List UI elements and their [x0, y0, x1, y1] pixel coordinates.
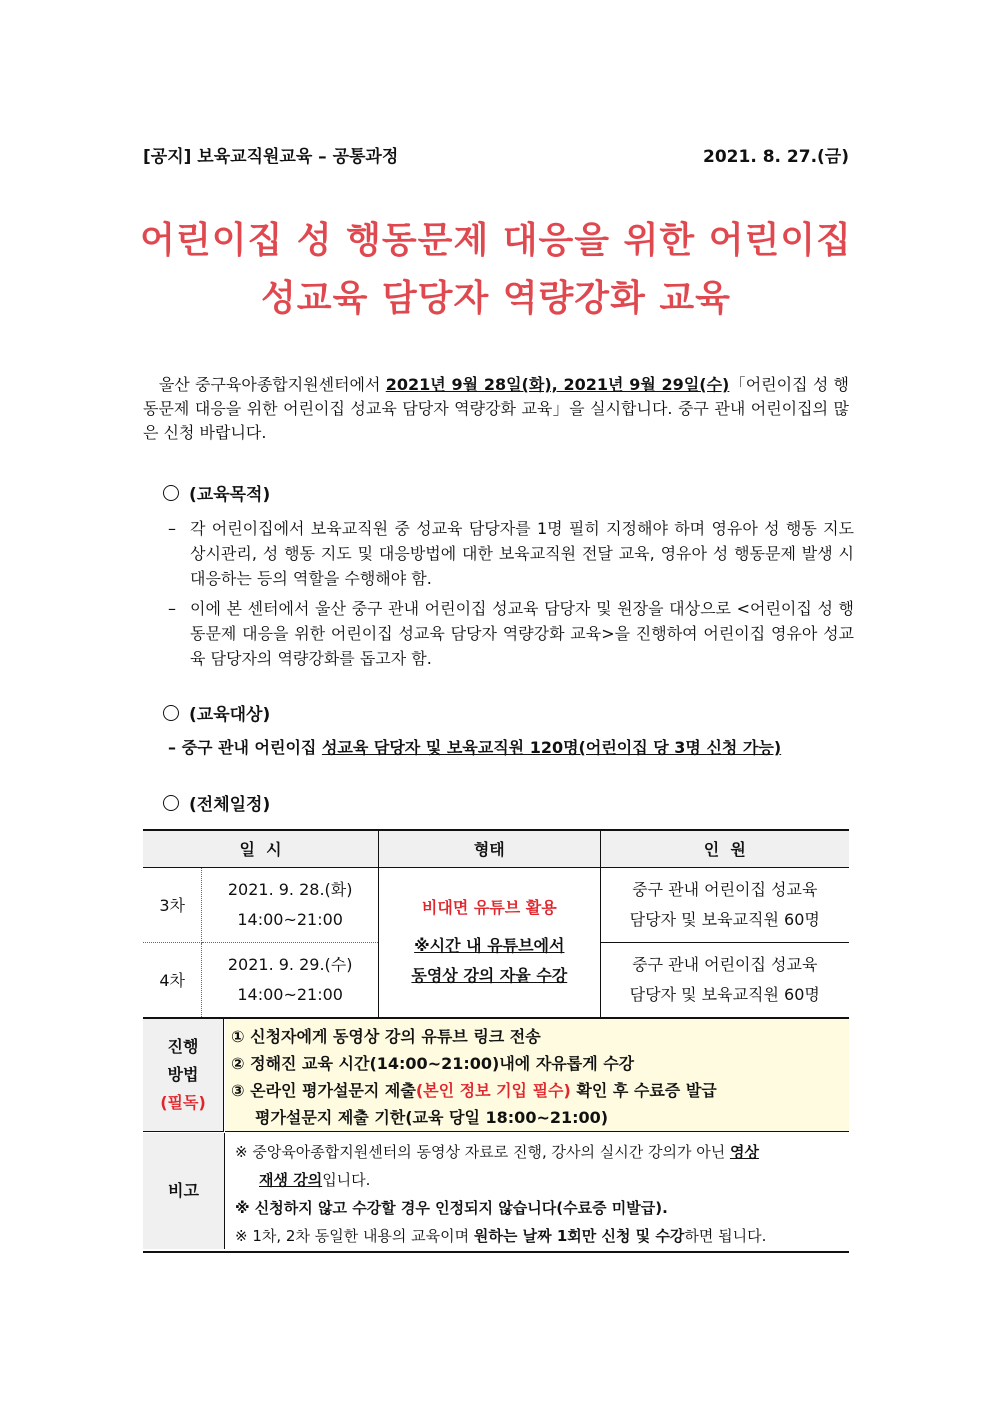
time-text: 14:00~21:00 [237, 909, 343, 929]
date-cell [202, 942, 379, 1017]
method-step-3 [231, 1077, 849, 1104]
table-row [143, 867, 849, 942]
type-main: 비대면 유튜브 활용 [421, 898, 557, 918]
section-purpose-label: (교육목적) [189, 485, 271, 505]
method-label [143, 1019, 224, 1132]
dash-bullet-icon: – [168, 599, 176, 618]
date-text: 2021. 9. 29.(수) [227, 954, 353, 974]
method-step-2: ② 정해진 교육 시간(14:00~21:00)내에 자유롭게 수강 [231, 1054, 635, 1073]
type-note-1: ※시간 내 유튜브에서 [414, 936, 565, 956]
remark-1 [235, 1138, 841, 1166]
method-body [225, 1019, 849, 1132]
method-label-line-1: 진행 [167, 1037, 199, 1056]
remark-1-underlined-a: 영상 [729, 1143, 759, 1161]
method-step-3-pre: ③ 온라인 평가설문지 제출 [231, 1081, 416, 1100]
purpose-bullet-2 [168, 596, 854, 671]
remark-3-bold: 원하는 날짜 1회만 신청 및 수강 [473, 1227, 685, 1245]
col-type-header: 형태 [379, 830, 600, 867]
section-target-heading [163, 700, 270, 725]
people-text-1: 중구 관내 어린이집 성교육 [632, 879, 818, 899]
notice-date: 2021. 8. 27.(금) [703, 147, 849, 167]
schedule-header-row [143, 830, 849, 867]
circle-bullet-icon [163, 705, 179, 721]
title-line-2: 성교육 담당자 역량강화 교육 [261, 278, 731, 319]
type-note-2: 동영상 강의 자율 수강 [411, 966, 568, 986]
document-header [143, 136, 849, 170]
target-text [168, 735, 858, 758]
remarks-label: 비고 [143, 1133, 225, 1249]
method-step-3-red: (본인 정보 기입 필수) [415, 1081, 571, 1100]
purpose-bullet-1-text: 각 어린이집에서 보육교직원 중 성교육 담당자를 1명 필히 지정해야 하며 영유아 성 행동 지도 상시관리, 성 행동 지도 및 대응방법에 대한 보육교직원 전달 교육, 영유아 성 행동문제 발생 시 대응하는 등의 역할을 수행해야 함. [190, 519, 854, 588]
method-label-must-read: (필독) [160, 1093, 206, 1112]
target-underlined: 성교육 담당자 및 보육교직원 120명(어린이집 당 3명 신청 가능) [321, 738, 782, 757]
document-title [100, 212, 892, 328]
date-cell [202, 867, 379, 942]
notice-label: [공지] 보육교직원교육 – 공통과정 [143, 147, 399, 167]
section-purpose-heading [163, 480, 270, 505]
remark-1-underlined-b: 재생 강의 [259, 1171, 323, 1189]
method-step-1: ① 신청자에게 동영상 강의 유튜브 링크 전송 [231, 1027, 541, 1046]
remark-2: ※ 신청하지 않고 수강할 경우 인정되지 않습니다(수료증 미발급). [235, 1199, 668, 1217]
title-line-1: 어린이집 성 행동문제 대응을 위한 어린이집 [140, 220, 852, 261]
remarks-body [225, 1133, 849, 1249]
info-box [143, 1017, 849, 1253]
method-label-line-2: 방법 [167, 1065, 199, 1084]
circle-bullet-icon [163, 485, 179, 501]
section-schedule-label: (전체일정) [189, 795, 271, 815]
type-cell [379, 867, 600, 1017]
section-schedule-heading [163, 790, 270, 815]
target-pre: – 중구 관내 어린이집 [168, 738, 322, 757]
remark-1-pre: ※ 중앙육아종합지원센터의 동영상 자료로 진행, 강사의 실시간 강의가 아닌 [235, 1143, 730, 1161]
people-text-1: 중구 관내 어린이집 성교육 [632, 954, 818, 974]
people-cell [600, 942, 849, 1017]
intro-post: 「어린이집 성 행동문제 대응을 위한 어린이집 성교육 담당자 역량강화 교육」을 실시합니다. 중구 관내 어린이집의 많은 신청 바랍니다. [143, 375, 849, 442]
remark-3-post: 하면 됩니다. [684, 1227, 767, 1245]
round-cell: 4차 [143, 942, 202, 1017]
col-date-header: 일 시 [143, 830, 379, 867]
section-target-label: (교육대상) [189, 705, 271, 725]
people-text-2: 담당자 및 보육교직원 60명 [629, 909, 820, 929]
schedule-table [143, 829, 849, 1017]
circle-bullet-icon [163, 795, 179, 811]
time-text: 14:00~21:00 [237, 984, 343, 1004]
people-text-2: 담당자 및 보육교직원 60명 [629, 984, 820, 1004]
col-people-header: 인 원 [600, 830, 849, 867]
dash-bullet-icon: – [168, 519, 176, 538]
method-step-3-deadline: 평가설문지 제출 기한(교육 당일 18:00~21:00) [255, 1108, 609, 1127]
intro-paragraph [143, 373, 849, 445]
remark-1-post: 입니다. [322, 1171, 371, 1189]
remark-3 [235, 1222, 841, 1250]
people-cell [600, 867, 849, 942]
method-step-3-post: 확인 후 수료증 발급 [570, 1081, 717, 1100]
remark-1-cont [235, 1166, 841, 1194]
remark-3-pre: ※ 1차, 2차 동일한 내용의 교육이며 [235, 1227, 474, 1245]
purpose-bullet-1 [168, 516, 854, 591]
date-text: 2021. 9. 28.(화) [227, 879, 353, 899]
intro-dates: 2021년 9월 28일(화), 2021년 9월 29일(수) [385, 375, 730, 394]
round-cell: 3차 [143, 867, 202, 942]
intro-pre: 울산 중구육아종합지원센터에서 [158, 375, 386, 394]
purpose-bullet-2-text: 이에 본 센터에서 울산 중구 관내 어린이집 성교육 담당자 및 원장을 대상으로 <어린이집 성 행동문제 대응을 위한 어린이집 성교육 담당자 역량강화 교육>을 진행하여 어린이집 영유아 성교육 담당자의 역량강화를 돕고자 함. [190, 599, 854, 668]
